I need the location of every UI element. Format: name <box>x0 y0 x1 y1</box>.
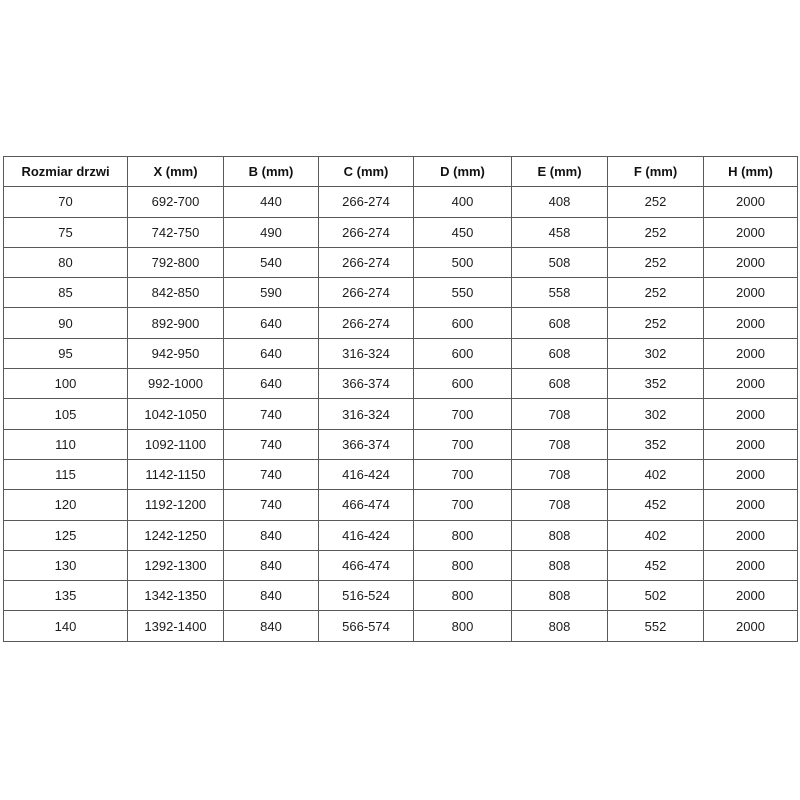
table-cell: 740 <box>224 490 319 520</box>
table-cell: 252 <box>608 278 704 308</box>
table-cell: 840 <box>224 520 319 550</box>
table-cell: 808 <box>512 611 608 641</box>
table-cell: 466-474 <box>319 550 414 580</box>
column-header-e: E (mm) <box>512 157 608 187</box>
table-cell: 700 <box>414 399 512 429</box>
table-cell: 540 <box>224 247 319 277</box>
table-cell: 2000 <box>704 399 798 429</box>
table-cell: 2000 <box>704 187 798 217</box>
table-cell: 135 <box>4 581 128 611</box>
table-cell: 608 <box>512 338 608 368</box>
table-cell: 808 <box>512 581 608 611</box>
table-cell: 608 <box>512 308 608 338</box>
table-row <box>4 278 798 308</box>
table-cell: 452 <box>608 550 704 580</box>
table-cell: 700 <box>414 459 512 489</box>
table-cell: 125 <box>4 520 128 550</box>
table-cell: 640 <box>224 369 319 399</box>
table-cell: 708 <box>512 459 608 489</box>
table-cell: 800 <box>414 581 512 611</box>
table-cell: 85 <box>4 278 128 308</box>
table-cell: 558 <box>512 278 608 308</box>
table-cell: 266-274 <box>319 247 414 277</box>
table-cell: 808 <box>512 550 608 580</box>
table-cell: 1092-1100 <box>128 429 224 459</box>
table-cell: 2000 <box>704 338 798 368</box>
table-cell: 800 <box>414 611 512 641</box>
table-row <box>4 581 798 611</box>
table-cell: 800 <box>414 520 512 550</box>
table-cell: 2000 <box>704 581 798 611</box>
table-cell: 840 <box>224 611 319 641</box>
table-cell: 516-524 <box>319 581 414 611</box>
table-cell: 640 <box>224 338 319 368</box>
column-header-rozmiar: Rozmiar drzwi <box>4 157 128 187</box>
table-cell: 2000 <box>704 490 798 520</box>
table-row <box>4 187 798 217</box>
table-cell: 252 <box>608 217 704 247</box>
table-cell: 416-424 <box>319 459 414 489</box>
table-cell: 266-274 <box>319 187 414 217</box>
table-cell: 458 <box>512 217 608 247</box>
table-cell: 400 <box>414 187 512 217</box>
table-cell: 450 <box>414 217 512 247</box>
table-cell: 70 <box>4 187 128 217</box>
table-cell: 992-1000 <box>128 369 224 399</box>
table-cell: 140 <box>4 611 128 641</box>
table-cell: 708 <box>512 490 608 520</box>
table-cell: 1192-1200 <box>128 490 224 520</box>
table-row <box>4 247 798 277</box>
table-cell: 500 <box>414 247 512 277</box>
table-cell: 1242-1250 <box>128 520 224 550</box>
table-cell: 266-274 <box>319 278 414 308</box>
table-cell: 740 <box>224 429 319 459</box>
column-header-b: B (mm) <box>224 157 319 187</box>
table-cell: 352 <box>608 369 704 399</box>
column-header-f: F (mm) <box>608 157 704 187</box>
table-cell: 440 <box>224 187 319 217</box>
table-row <box>4 429 798 459</box>
table-row <box>4 217 798 247</box>
table-cell: 252 <box>608 308 704 338</box>
table-cell: 552 <box>608 611 704 641</box>
table-cell: 608 <box>512 369 608 399</box>
table-cell: 252 <box>608 187 704 217</box>
table-cell: 115 <box>4 459 128 489</box>
table-cell: 892-900 <box>128 308 224 338</box>
table-cell: 1142-1150 <box>128 459 224 489</box>
table-cell: 2000 <box>704 429 798 459</box>
table-cell: 942-950 <box>128 338 224 368</box>
table-cell: 708 <box>512 399 608 429</box>
table-cell: 402 <box>608 520 704 550</box>
table-cell: 742-750 <box>128 217 224 247</box>
table-cell: 466-474 <box>319 490 414 520</box>
table-cell: 2000 <box>704 247 798 277</box>
table-cell: 708 <box>512 429 608 459</box>
table-cell: 2000 <box>704 308 798 338</box>
table-cell: 1342-1350 <box>128 581 224 611</box>
table-cell: 842-850 <box>128 278 224 308</box>
table-cell: 600 <box>414 308 512 338</box>
table-cell: 352 <box>608 429 704 459</box>
table-header-row <box>4 157 798 187</box>
table-cell: 600 <box>414 338 512 368</box>
table-cell: 2000 <box>704 369 798 399</box>
table-cell: 408 <box>512 187 608 217</box>
column-header-h: H (mm) <box>704 157 798 187</box>
table-cell: 80 <box>4 247 128 277</box>
table-cell: 252 <box>608 247 704 277</box>
table-row <box>4 338 798 368</box>
table-cell: 2000 <box>704 550 798 580</box>
table-cell: 508 <box>512 247 608 277</box>
table-cell: 366-374 <box>319 429 414 459</box>
table-cell: 316-324 <box>319 338 414 368</box>
table-cell: 416-424 <box>319 520 414 550</box>
table-cell: 2000 <box>704 459 798 489</box>
column-header-c: C (mm) <box>319 157 414 187</box>
table-cell: 302 <box>608 338 704 368</box>
table-cell: 302 <box>608 399 704 429</box>
table-cell: 502 <box>608 581 704 611</box>
table-cell: 840 <box>224 550 319 580</box>
table-row <box>4 550 798 580</box>
table-cell: 130 <box>4 550 128 580</box>
table-cell: 566-574 <box>319 611 414 641</box>
table-cell: 105 <box>4 399 128 429</box>
table-cell: 740 <box>224 459 319 489</box>
table-cell: 110 <box>4 429 128 459</box>
table-cell: 1042-1050 <box>128 399 224 429</box>
table-cell: 2000 <box>704 278 798 308</box>
table-cell: 490 <box>224 217 319 247</box>
table-cell: 550 <box>414 278 512 308</box>
table-cell: 692-700 <box>128 187 224 217</box>
table-cell: 316-324 <box>319 399 414 429</box>
table-cell: 2000 <box>704 611 798 641</box>
table-cell: 2000 <box>704 520 798 550</box>
table-cell: 402 <box>608 459 704 489</box>
table-cell: 100 <box>4 369 128 399</box>
table-cell: 90 <box>4 308 128 338</box>
table-cell: 120 <box>4 490 128 520</box>
table-row <box>4 399 798 429</box>
table-cell: 1292-1300 <box>128 550 224 580</box>
table-cell: 700 <box>414 429 512 459</box>
column-header-d: D (mm) <box>414 157 512 187</box>
table-cell: 75 <box>4 217 128 247</box>
table-row <box>4 611 798 641</box>
table-row <box>4 490 798 520</box>
table-cell: 700 <box>414 490 512 520</box>
table-cell: 740 <box>224 399 319 429</box>
table-cell: 366-374 <box>319 369 414 399</box>
table-row <box>4 459 798 489</box>
door-size-table <box>3 156 798 642</box>
table-cell: 800 <box>414 550 512 580</box>
table-cell: 600 <box>414 369 512 399</box>
table-cell: 640 <box>224 308 319 338</box>
table-cell: 840 <box>224 581 319 611</box>
table-cell: 452 <box>608 490 704 520</box>
table-row <box>4 308 798 338</box>
table-cell: 2000 <box>704 217 798 247</box>
table-row <box>4 369 798 399</box>
table-cell: 590 <box>224 278 319 308</box>
table-cell: 792-800 <box>128 247 224 277</box>
table-cell: 1392-1400 <box>128 611 224 641</box>
table-cell: 266-274 <box>319 308 414 338</box>
column-header-x: X (mm) <box>128 157 224 187</box>
table-cell: 95 <box>4 338 128 368</box>
table-row <box>4 520 798 550</box>
table-cell: 266-274 <box>319 217 414 247</box>
table-cell: 808 <box>512 520 608 550</box>
